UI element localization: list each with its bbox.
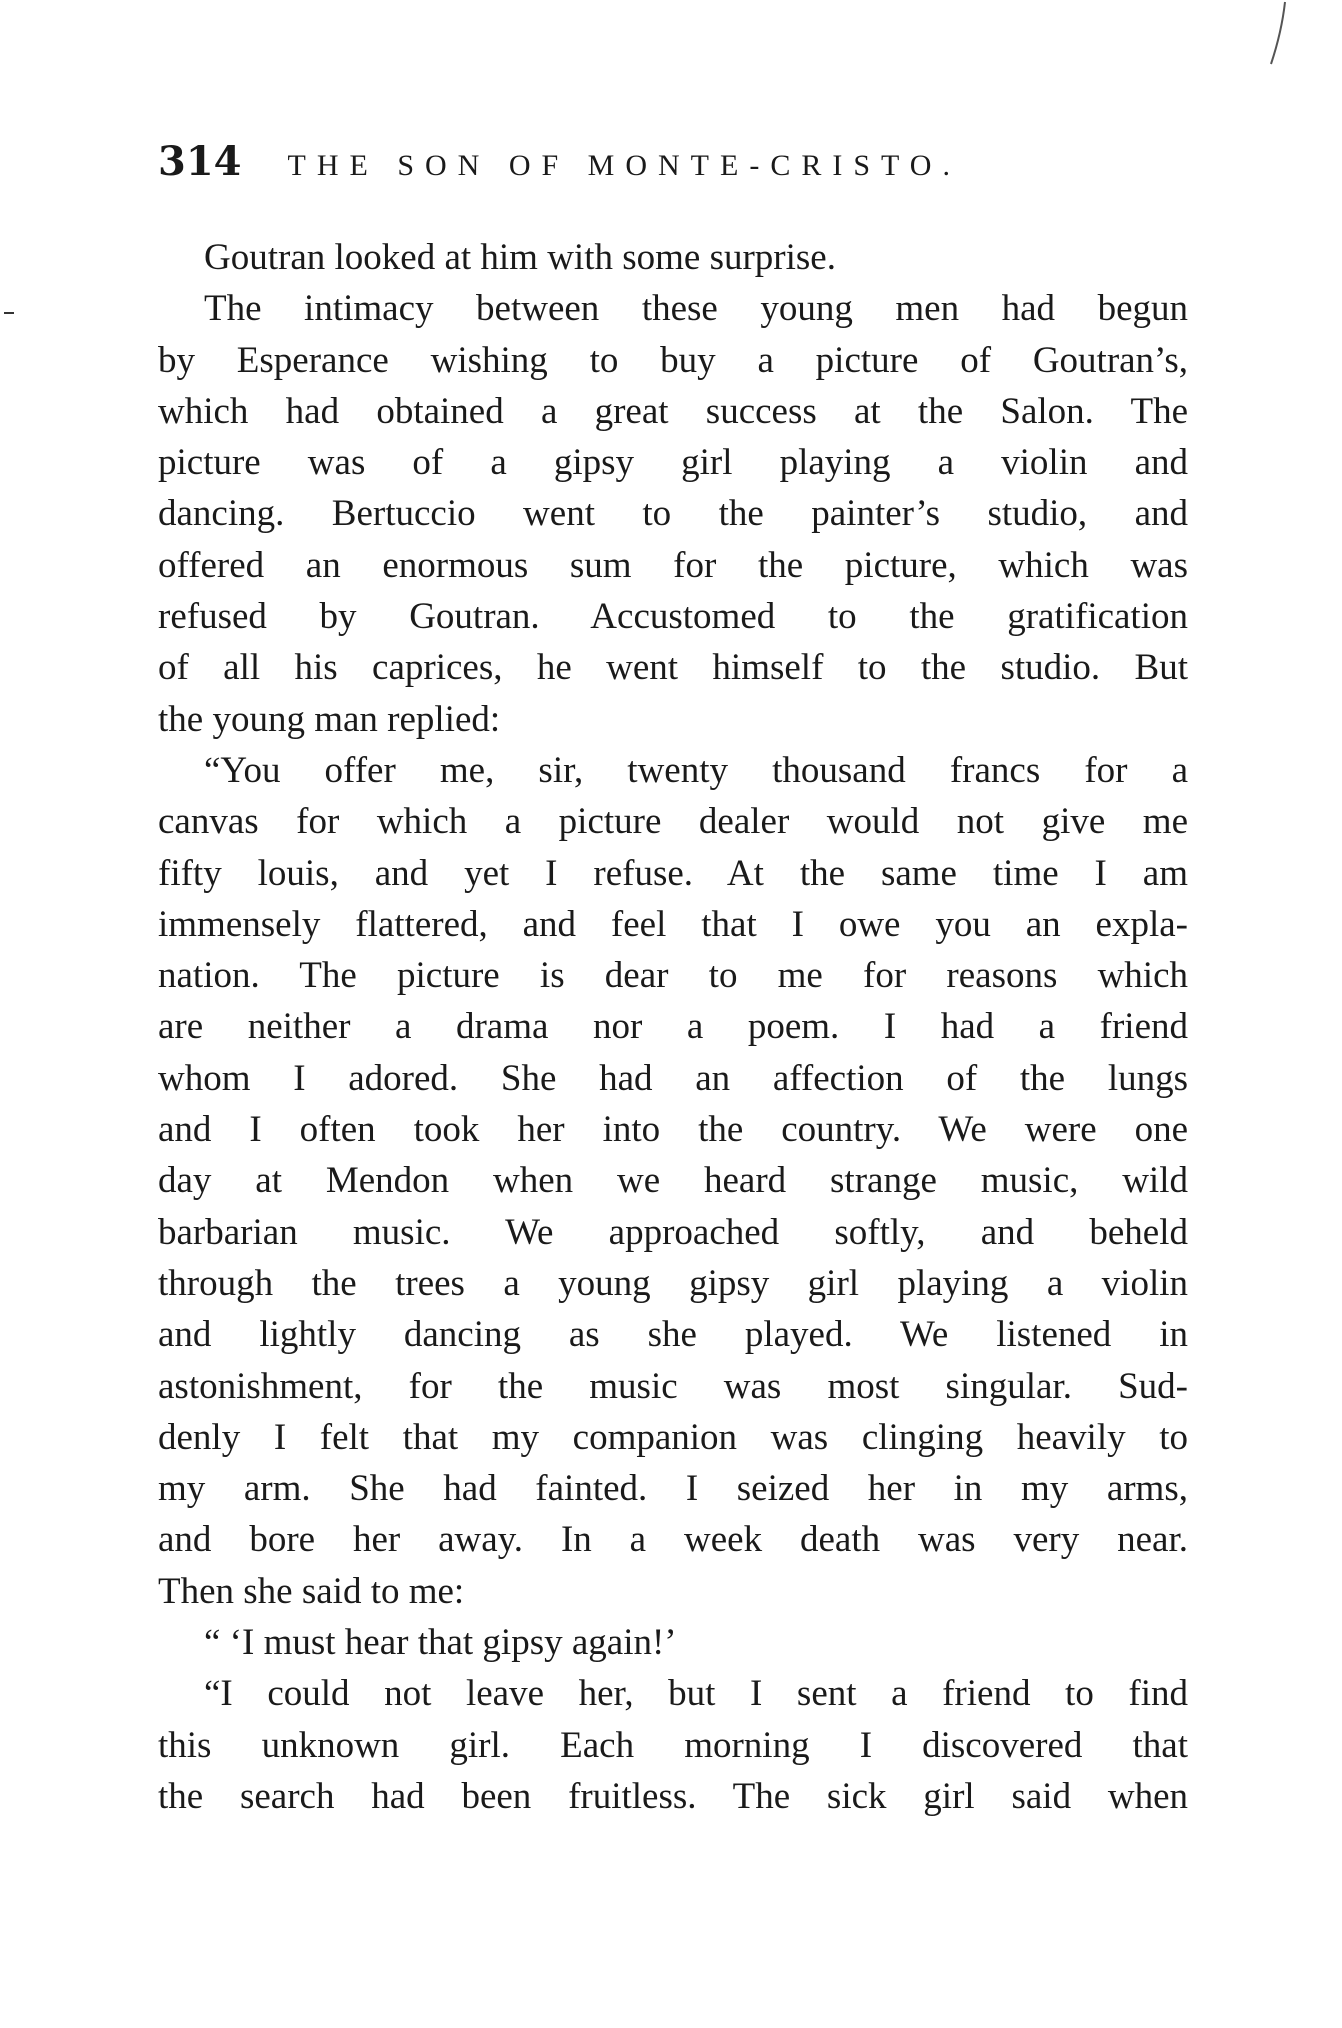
page-number: 314 [158,138,242,185]
text-line: Then she said to me: [158,1570,465,1612]
text-line: refused by Goutran. Accustomed to the gratification [158,596,1188,638]
pencil-mark [1255,0,1295,70]
text-line: and I often took her into the country. We were one [158,1109,1188,1151]
running-title: THE SON OF MONTE-CRISTO. [287,149,961,182]
text-line: picture was of a gipsy girl playing a violin and [158,442,1188,484]
text-line: denly I felt that my companion was clinging heavily to [158,1416,1188,1458]
text-line: The intimacy between these young men had begun [204,288,1188,330]
text-line: my arm. She had fainted. I seized her in my arms, [158,1468,1188,1510]
text-line: this unknown girl. Each morning I discovered that [158,1724,1188,1766]
text-line: through the trees a young gipsy girl playing a violin [158,1262,1188,1304]
margin-tick [4,312,14,314]
text-line: immensely flattered, and feel that I owe you an expla- [158,903,1188,945]
text-line: are neither a drama nor a poem. I had a friend [158,1006,1188,1048]
text-line: offered an enormous sum for the picture, which was [158,544,1188,586]
text-line: and bore her away. In a week death was very near. [158,1519,1188,1561]
running-header [158,138,1188,198]
text-line: “You offer me, sir, twenty thousand francs for a [204,749,1188,791]
text-line: nation. The picture is dear to me for reasons which [158,955,1188,997]
text-line: the young man replied: [158,698,501,740]
text-line: canvas for which a picture dealer would not give me [158,801,1188,843]
text-line: day at Mendon when we heard strange music, wild [158,1160,1188,1202]
text-line: barbarian music. We approached softly, and beheld [158,1211,1188,1253]
text-line: of all his caprices, he went himself to the studio. But [158,647,1188,689]
text-line: which had obtained a great success at the Salon. The [158,390,1188,432]
text-line: whom I adored. She had an affection of the lungs [158,1057,1188,1099]
text-line: “I could not leave her, but I sent a friend to find [204,1673,1188,1715]
text-line: the search had been fruitless. The sick girl said when [158,1775,1188,1817]
text-line: by Esperance wishing to buy a picture of Goutran’s, [158,339,1188,381]
text-line: astonishment, for the music was most singular. Sud- [158,1365,1188,1407]
text-line: dancing. Bertuccio went to the painter’s studio, and [158,493,1188,535]
body-text [158,232,1188,1822]
text-line: and lightly dancing as she played. We listened in [158,1314,1188,1356]
text-line: Goutran looked at him with some surprise. [204,237,836,278]
text-line: “ ‘I must hear that gipsy again!’ [204,1622,677,1664]
pencil-stroke [1271,2,1285,64]
text-line: fifty louis, and yet I refuse. At the same time I am [158,852,1188,894]
